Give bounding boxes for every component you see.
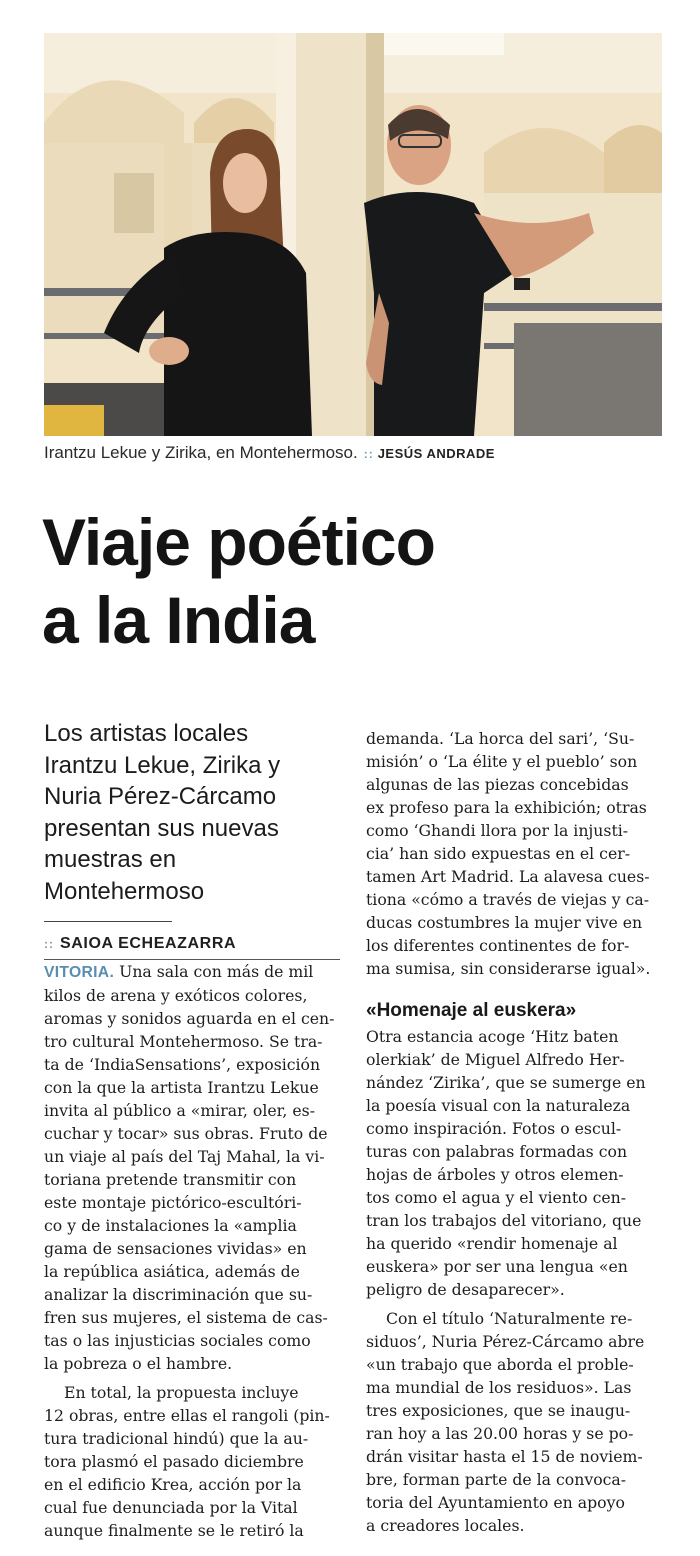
body-line: toriana pretende transmitir con: [44, 1170, 297, 1189]
headline-line-1: Viaje poético: [42, 505, 435, 579]
deck: [44, 718, 340, 907]
body-line: turas con palabras formadas con: [366, 1142, 628, 1161]
body-line: tres exposiciones, que se inaugu-: [366, 1401, 631, 1420]
article-body-right-2: [366, 1025, 664, 1537]
body-line: misión’ o ‘La élite y el pueblo’ son: [366, 752, 638, 771]
byline-author: SAIOA ECHEAZARRA: [60, 935, 237, 952]
caption-separator: ::: [363, 447, 374, 461]
body-line: siduos’, Nuria Pérez-Cárcamo abre: [366, 1332, 645, 1351]
body-line: ha querido «rendir homenaje al: [366, 1234, 618, 1253]
body-line: este montaje pictórico-escultóri-: [44, 1193, 302, 1212]
body-line: euskera» por ser una lengua «en: [366, 1257, 628, 1276]
body-line: ta de ‘IndiaSensations’, exposición: [44, 1055, 321, 1074]
byline: [44, 934, 340, 954]
byline-separator: ::: [44, 937, 54, 951]
body-line: algunas de las piezas concebidas: [366, 775, 629, 794]
body-line: tas o las injusticias sociales como: [44, 1331, 311, 1350]
body-line: los diferentes continentes de for-: [366, 936, 630, 955]
deck-line: Nuria Pérez-Cárcamo: [44, 783, 277, 810]
body-line: co y de instalaciones la «amplia: [44, 1216, 297, 1235]
body-line: Con el título ‘Naturalmente re-: [386, 1309, 633, 1328]
body-line: un viaje al país del Taj Mahal, la vi-: [44, 1147, 325, 1166]
body-line: tro cultural Montehermoso. Se tra-: [44, 1032, 323, 1051]
deck-line: muestras en: [44, 846, 177, 873]
body-line: cual fue denunciada por la Vital: [44, 1498, 298, 1517]
body-line: la pobreza o el hambre.: [44, 1354, 233, 1373]
body-line: bre, forman parte de la convoca-: [366, 1470, 627, 1489]
body-line: cia’ han sido expuestas en el cer-: [366, 844, 631, 863]
body-line: toria del Ayuntamiento en apoyo: [366, 1493, 625, 1512]
body-line: demanda. ‘La horca del sari’, ‘Su-: [366, 729, 635, 748]
article-photo: [44, 33, 662, 436]
body-line: ma mundial de los residuos». Las: [366, 1378, 632, 1397]
body-line: tora plasmó el pasado diciembre: [44, 1452, 304, 1471]
left-column: [44, 718, 340, 1542]
body-line: la república asiática, además de: [44, 1262, 300, 1281]
body-line: tamen Art Madrid. La alavesa cues-: [366, 867, 650, 886]
right-column: [366, 727, 664, 1537]
deck-line: Irantzu Lekue, Zirika y: [44, 751, 281, 779]
body-line: En total, la propuesta incluye: [64, 1383, 299, 1402]
body-line: cuchar y tocar» sus obras. Fruto de: [44, 1124, 328, 1143]
body-line: drán visitar hasta el 15 de noviem-: [366, 1447, 643, 1466]
body-line: fren sus mujeres, el sistema de cas-: [44, 1308, 328, 1327]
deck-line: Los artistas locales: [44, 720, 249, 747]
headline: [42, 503, 672, 659]
body-line: VITORIA. Una sala con más de mil: [44, 962, 314, 981]
headline-line-2: a la India: [42, 583, 315, 657]
subheading: «Homenaje al euskera»: [366, 1000, 577, 1021]
deck-line: presentan sus nuevas: [44, 814, 279, 842]
body-line: ma sumisa, sin considerarse igual».: [366, 959, 651, 978]
article-body-left: [44, 960, 340, 1542]
photo-credit: JESÚS ANDRADE: [377, 446, 495, 461]
dateline: VITORIA.: [44, 964, 115, 981]
body-line: aromas y sonidos aguarda en el cen-: [44, 1009, 335, 1028]
body-line: gama de sensaciones vividas» en: [44, 1239, 307, 1258]
body-line: tos como el agua y el viento cen-: [366, 1188, 627, 1207]
deck-divider: [44, 921, 172, 922]
body-line: nández ‘Zirika’, que se sumerge en: [366, 1073, 646, 1092]
body-line: en el edificio Krea, acción por la: [44, 1475, 302, 1494]
body-line: como ‘Ghandi llora por la injusti-: [366, 821, 629, 840]
body-line: tura tradicional hindú) que la au-: [44, 1429, 309, 1448]
body-line: ran hoy a las 20.00 horas y se po-: [366, 1424, 634, 1443]
body-line: Otra estancia acoge ‘Hitz baten: [366, 1027, 619, 1046]
body-line: a creadores locales.: [366, 1516, 525, 1535]
body-line: invita al público a «mirar, oler, es-: [44, 1101, 315, 1120]
caption-text: Irantzu Lekue y Zirika, en Montehermoso.: [44, 443, 358, 462]
body-line: peligro de desaparecer».: [366, 1280, 565, 1299]
body-line: olerkiak’ de Miguel Alfredo Her-: [366, 1050, 625, 1069]
body-line: ducas costumbres la mujer vive en: [366, 913, 643, 932]
body-line: hojas de árboles y otros elemen-: [366, 1165, 624, 1184]
article-body-right: [366, 727, 664, 980]
body-line: 12 obras, entre ellas el rangoli (pin-: [44, 1406, 330, 1425]
deck-line: Montehermoso: [44, 877, 205, 905]
body-line: kilos de arena y exóticos colores,: [44, 986, 308, 1005]
body-line: ex profeso para la exhibición; otras: [366, 798, 647, 817]
body-line: como inspiración. Fotos o escul-: [366, 1119, 622, 1138]
body-line: la poesía visual con la naturaleza: [366, 1096, 631, 1115]
body-line: analizar la discriminación que su-: [44, 1285, 313, 1304]
body-line: «un trabajo que aborda el proble-: [366, 1355, 634, 1374]
body-line: con la que la artista Irantzu Lekue: [44, 1078, 319, 1097]
body-line: tiona «cómo a través de viejas y ca-: [366, 890, 650, 909]
photo-caption: [44, 441, 664, 465]
body-line: tran los trabajos del vitoriano, que: [366, 1211, 642, 1230]
body-line: aunque finalmente se le retiró la: [44, 1521, 304, 1540]
